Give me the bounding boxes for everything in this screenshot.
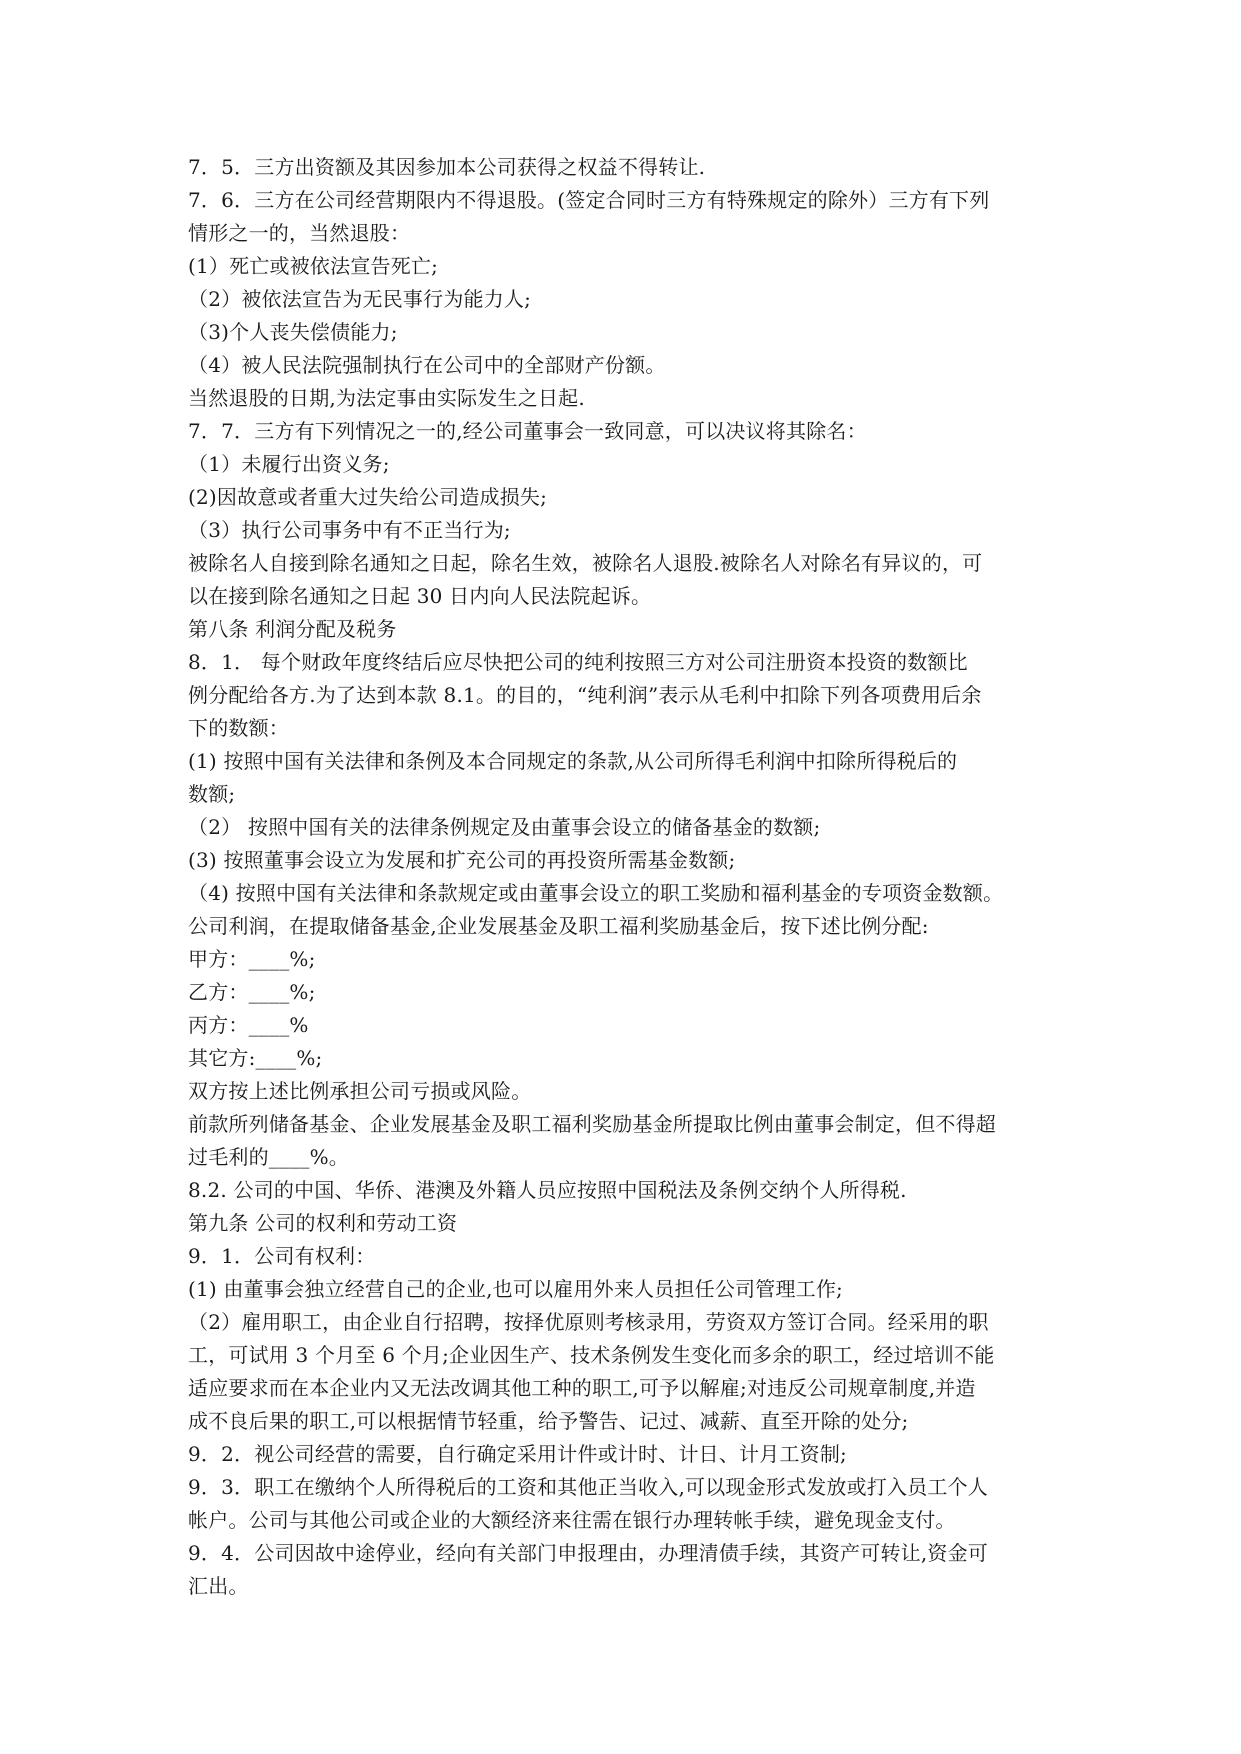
- text-line: （2）被依法宣告为无民事行为能力人;: [188, 287, 532, 311]
- text-line: （1）未履行出资义务;: [188, 452, 390, 476]
- text-line: 双方按上述比例承担公司亏损或风险。: [188, 1079, 532, 1103]
- text-line: （3）执行公司事务中有不正当行为;: [188, 518, 511, 542]
- text-line: 工，可试用 3 个月至 6 个月;企业因生产、技术条例发生变化而多余的职工，经过培训不能: [188, 1343, 995, 1367]
- text-line: 成不良后果的职工,可以根据情节轻重，给予警告、记过、减薪、直至开除的处分;: [188, 1409, 909, 1433]
- text-line: 以在接到除名通知之日起 30 日内向人民法院起诉。: [188, 584, 652, 608]
- text-line: 8.2. 公司的中国、华侨、港澳及外籍人员应按照中国税法及条例交纳个人所得税.: [188, 1178, 907, 1202]
- text-line: 被除名人自接到除名通知之日起，除名生效，被除名人退股.被除名人对除名有异议的，可: [188, 551, 983, 575]
- text-line: 前款所列储备基金、企业发展基金及职工福利奖励基金所提取比例由董事会制定，但不得超: [188, 1112, 996, 1136]
- fill-in-line: 甲方：____%;: [188, 947, 316, 971]
- text-line: (2)因故意或者重大过失给公司造成损失;: [188, 485, 548, 509]
- text-line: 公司利润，在提取储备基金,企业发展基金及职工福利奖励基金后，按下述比例分配:: [188, 914, 929, 938]
- fill-in-line: 丙方：____%: [188, 1013, 309, 1037]
- text-line: (1) 按照中国有关法律和条例及本合同规定的条款,从公司所得毛利润中扣除所得税后的: [188, 749, 958, 773]
- text-line: 7．5．三方出资额及其因参加本公司获得之权益不得转让.: [188, 155, 706, 179]
- fill-in-line: 乙方：____%;: [188, 980, 316, 1004]
- text-line: 9．4．公司因故中途停业，经向有关部门申报理由，办理清债手续，其资产可转让,资金可: [188, 1541, 989, 1565]
- text-line: 9．3．职工在缴纳个人所得税后的工资和其他正当收入,可以现金形式发放或打入员工个人: [188, 1475, 989, 1499]
- text-line: 7．6．三方在公司经营期限内不得退股。(签定合同时三方有特殊规定的除外）三方有下列: [188, 188, 990, 212]
- text-line: 8．1． 每个财政年度终结后应尽快把公司的纯利按照三方对公司注册资本投资的数额比: [188, 650, 968, 674]
- text-line: 适应要求而在本企业内又无法改调其他工种的职工,可予以解雇;对违反公司规章制度,并造: [188, 1376, 976, 1400]
- text-line: (3) 按照董事会设立为发展和扩充公司的再投资所需基金数额;: [188, 848, 736, 872]
- text-line: 9．2．视公司经营的需要，自行确定采用计件或计时、计日、计月工资制;: [188, 1442, 847, 1466]
- text-line: 帐户。公司与其他公司或企业的大额经济来往需在银行办理转帐手续，避免现金支付。: [188, 1508, 956, 1532]
- text-line: （2） 按照中国有关的法律条例规定及由董事会设立的储备基金的数额;: [188, 815, 821, 839]
- text-line: 下的数额：: [188, 716, 289, 740]
- text-line: (1）死亡或被依法宣告死亡;: [188, 254, 439, 278]
- text-line: （4) 按照中国有关法律和条款规定或由董事会设立的职工奖励和福利基金的专项资金数额。: [188, 881, 1004, 905]
- text-line: 当然退股的日期,为法定事由实际发生之日起.: [188, 386, 585, 410]
- text-line: 7．7．三方有下列情况之一的,经公司董事会一致同意，可以决议将其除名：: [188, 419, 867, 443]
- text-line: 9．1．公司有权利：: [188, 1244, 376, 1268]
- fill-in-line: 过毛利的____%。: [188, 1145, 350, 1169]
- text-line: （2）雇用职工，由企业自行招聘，按择优原则考核录用，劳资双方签订合同。经采用的职: [188, 1310, 989, 1334]
- text-line: 数额;: [188, 782, 236, 806]
- section-heading: 第八条 利润分配及税务: [188, 617, 397, 641]
- fill-in-line: 其它方:____%;: [188, 1046, 323, 1070]
- text-line: (1) 由董事会独立经营自己的企业,也可以雇用外来人员担任公司管理工作;: [188, 1277, 843, 1301]
- text-line: （4）被人民法院强制执行在公司中的全部财产份额。: [188, 353, 666, 377]
- text-line: 情形之一的，当然退股：: [188, 221, 411, 245]
- text-line: 汇出。: [188, 1574, 249, 1598]
- section-heading: 第九条 公司的权利和劳动工资: [188, 1211, 458, 1235]
- text-line: 例分配给各方.为了达到本款 8.1。的目的，“纯利润”表示从毛利中扣除下列各项费用后余: [188, 683, 982, 707]
- document-body: [188, 151, 1068, 1603]
- text-line: （3)个人丧失偿债能力;: [188, 320, 398, 344]
